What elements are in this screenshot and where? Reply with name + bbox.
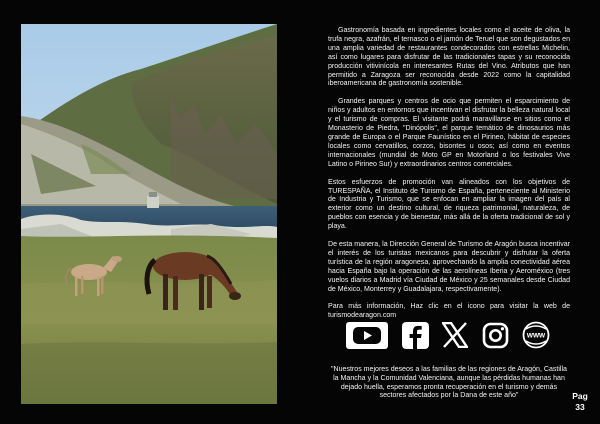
youtube-icon[interactable] — [346, 322, 388, 349]
condolence-quote: "Nuestros mejores deseos a las familias de las regiones de Aragón, Castilla la Mancha y la Comunidad Valenciana, aunque las pérdidas humanas han dejado huella, esperamos pronta recuperación en el turismo y demás sectores afectados por la Dana de este año" — [331, 366, 567, 400]
page-number-value: 33 — [575, 402, 585, 412]
social-links — [346, 320, 550, 350]
page-label-text: Pag — [572, 391, 588, 401]
x-icon[interactable] — [442, 322, 468, 348]
paragraph-parks: Grandes parques y centros de ocio que permiten el esparcimiento de niños y adultos en entornos que incentivan el disfrutar la belleza natural local y el turismo de compras. El visitante podrá maravillarse en sitios como el Monasterio de Piedra, "Dinópolis", el parque temático de dinosaurios más grande de Europa o el Parque Faunístico en el Pirineo, hábitat de especies locales como cervatillos, corzos, bisontes u osos; así como en eventos internacionales (mundial de Moto GP en Motorland o los festivales Vive Latino o Pirineo Sur) y extraordinarios centros comerciales. — [328, 98, 570, 168]
www-label: www — [526, 330, 546, 340]
page-number — [568, 391, 592, 413]
paragraph-more-info: Para más información, Haz clic en el icono para visitar la web de turismodearagon.com — [328, 303, 570, 320]
article-text — [328, 27, 570, 321]
instagram-icon[interactable] — [482, 322, 509, 349]
paragraph-direccion-general: De esta manera, la Dirección General de Turismo de Aragón busca incentivar el interés de los turistas mexicanos para descubrir y disfrutar la oferta turística de la región aragonesa, aprovechando la amplia conectividad aérea hacia España bajo la operación de las aerolíneas Iberia y Aeroméxico (tres vuelos diarios a Madrid vía Ciudad de México y 25 semanales desde Ciudad de México, Monterrey y Guadalajara, respectivamente). — [328, 241, 570, 293]
facebook-icon[interactable] — [402, 322, 429, 349]
horses-grazing-pyrenees-lake-photo — [21, 24, 277, 404]
www-icon[interactable] — [522, 321, 550, 349]
paragraph-gastronomy: Gastronomía basada en ingredientes locales como el aceite de oliva, la trufa negra, azafrán, el ternasco o el jamón de Teruel que son degustados en una amplia variedad de restaurantes condecorados con estrellas Michelin, así como lugares para disfrutar de las tradicionales tapas y su reconocida producción vitivinícola en interesantes Rutas del Vino. Atributos que han permitido a Zaragoza ser reconocida desde 2022 como la capitalidad iberoamericana de gastronomía sostenible. — [328, 27, 570, 88]
paragraph-turespana: Estos esfuerzos de promoción van alineados con los objetivos de TURESPAÑA, el Instituto de Turismo de España, perteneciente al Ministerio de Industria y Turismo, que se enfocan en ampliar la imagen del país al exterior como un destino cultural, de riqueza patrimonial, naturaleza, de pueblos con esencia y de bienestar, más allá de la oferta tradicional de sol y playa. — [328, 178, 570, 231]
